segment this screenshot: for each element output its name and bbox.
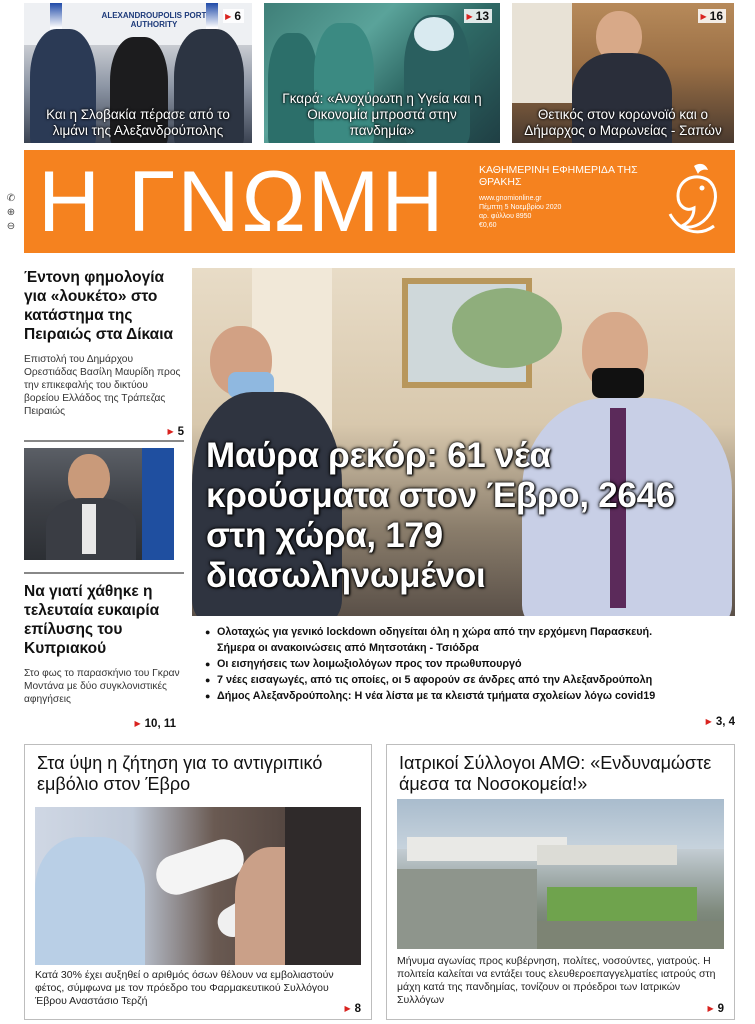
bullet-text: Ολοταχώς για γενικό lockdown οδηγείται όλη η χώρα από την ερχόμενη Παρασκευή. (217, 626, 653, 638)
page-number: 16 (709, 9, 723, 23)
list-item (205, 672, 735, 688)
teaser-maroneia-mayor[interactable] (512, 3, 734, 143)
page-number: 9 (717, 1003, 724, 1015)
list-item (205, 656, 735, 672)
bullet-text: 7 νέες εισαγωγές, από τις οποίες, οι 5 αφορούν σε άνδρες από την Αλεξανδρούπολη (217, 674, 653, 686)
left-story-cyprus[interactable] (24, 582, 184, 706)
lead-story[interactable] (192, 268, 735, 616)
story-page-ref (344, 1003, 361, 1015)
bullet-text: Δήμος Αλεξανδρούπολης: Η νέα λίστα με τα κλειστά τμήματα σχολείων λόγω covid19 (217, 690, 656, 702)
globe-icon: ⊕ (6, 207, 16, 218)
bird-logo-icon (664, 160, 726, 242)
teaser-page-ref (698, 9, 726, 23)
list-item (205, 624, 735, 656)
newspaper-logo[interactable]: Η ΓΝΩΜΗ (38, 154, 446, 250)
story-summary: Κατά 30% έχει αυξηθεί ο αριθμός όσων θέλουν να εμβολιαστούν φέτος, σύμφωνα με τον πρόεδρο του Φαρμακευτικού Συλλόγου Έβρου Αναστάσιο Τερζή (35, 969, 334, 1007)
story-box-flu-vaccine[interactable] (24, 744, 372, 1020)
divider (24, 440, 184, 442)
phone-icon: ✆ (6, 193, 16, 204)
story-box-medical-associations[interactable] (386, 744, 735, 1020)
masthead (24, 150, 735, 253)
masthead-price: €0,60 (479, 222, 497, 229)
vaccination-photo (35, 807, 361, 965)
page-arrow-icon: ▶ (225, 12, 232, 21)
bullet-text: Οι εισηγήσεις των λοιμωξιολόγων προς τον πρωθυπουργό (217, 658, 522, 670)
lead-page-ref (690, 716, 735, 728)
page-number: 5 (177, 426, 184, 438)
page-arrow-icon: ▶ (167, 427, 174, 436)
teaser-page-ref (464, 9, 492, 23)
page-arrow-icon: ▶ (134, 719, 141, 728)
lead-bullet-list (205, 624, 735, 704)
teaser-caption: Γκαρά: «Ανοχύρωτη η Υγεία και η Οικονομία μπροστά στην πανδημία» (282, 91, 482, 138)
divider (24, 572, 184, 574)
story-page-ref (100, 718, 176, 730)
story-headline: Έντονη φημολογία για «λουκέτο» στο κατάστημα της Πειραιώς στα Δίκαια (24, 269, 174, 343)
left-photo-speaker (24, 448, 174, 560)
story-summary: Στο φως το παρασκήνιο του Γκραν Μοντάνα με δύο συγκλονιστικές αφηγήσεις (24, 668, 180, 705)
side-social-icons (2, 192, 20, 234)
hospital-aerial-photo (397, 799, 724, 949)
teaser-page-ref (223, 9, 244, 23)
lead-headline: Μαύρα ρεκόρ: 61 νέα κρούσματα στον Έβρο, 2646 στη χώρα, 179 διασωληνωμένοι (206, 436, 675, 595)
port-authority-sign: ALEXANDROUPOLIS PORT AUTHORITY (101, 11, 207, 29)
story-summary: Μήνυμα αγωνίας προς κυβέρνηση, πολίτες, νοσούντες, γιατρούς. Η πολιτεία καλείται να εντάξει τους ελευθεροεπαγγελματίες ιατρούς στη μάχη κατά της πανδημίας, τονίζουν οι πρόεδροι των Ιατρικών Συλλόγων (397, 955, 716, 1006)
story-headline: Στα ύψη η ζήτηση για το αντιγριπικό εμβόλιο στον Έβρο (37, 753, 323, 794)
page-arrow-icon: ▶ (700, 12, 707, 21)
story-page-ref (24, 426, 184, 438)
teaser-health-economy[interactable] (264, 3, 500, 143)
page-number: 13 (475, 9, 489, 23)
left-story-piraeus-bank[interactable] (24, 268, 184, 438)
teaser-caption: Θετικός στον κορωνοϊό και ο Δήμαρχος ο Μαρωνείας - Σαπών (524, 107, 722, 138)
masthead-tagline: ΚΑΘΗΜΕΡΙΝΗ ΕΦΗΜΕΡΙΔΑ ΤΗΣ ΘΡΑΚΗΣ (479, 164, 638, 188)
page-number: 10, 11 (144, 718, 176, 730)
list-item (205, 688, 735, 704)
teaser-caption: Και η Σλοβακία πέρασε από το λιμάνι της Αλεξανδρούπολης (46, 107, 230, 138)
page-arrow-icon: ▶ (707, 1004, 714, 1013)
page-arrow-icon: ▶ (466, 12, 473, 21)
teaser-slovakia-port[interactable] (24, 3, 252, 143)
minus-circle-icon: ⊖ (6, 221, 16, 232)
page-number: 8 (354, 1003, 361, 1015)
page-arrow-icon: ▶ (344, 1004, 351, 1013)
bullet-subtext: Σήμερα οι ανακοινώσεις από Μητσοτάκη - Τσιόδρα (217, 642, 479, 654)
page-arrow-icon: ▶ (705, 717, 712, 726)
story-page-ref (707, 1003, 724, 1015)
masthead-issue: αρ. φύλλου 8950 (479, 213, 532, 220)
story-headline: Ιατρικοί Σύλλογοι ΑΜΘ: «Ενδυναμώστε άμεσα τα Νοσοκομεία!» (399, 753, 712, 794)
story-summary: Επιστολή του Δημάρχου Ορεστιάδας Βασίλη Μαυρίδη προς την επικεφαλής του δικτύου βορείου Ελλάδος της Τράπεζας Πειραιώς (24, 354, 181, 417)
page-number: 3, 4 (715, 716, 735, 728)
masthead-website[interactable]: www.gnomionline.gr (479, 195, 542, 202)
masthead-date: Πέμπτη 5 Νοεμβρίου 2020 (479, 204, 562, 211)
masthead-meta (479, 194, 659, 230)
page-number: 6 (234, 9, 241, 23)
story-headline: Να γιατί χάθηκε η τελευταία ευκαιρία επίλυσης του Κυπριακού (24, 583, 160, 657)
